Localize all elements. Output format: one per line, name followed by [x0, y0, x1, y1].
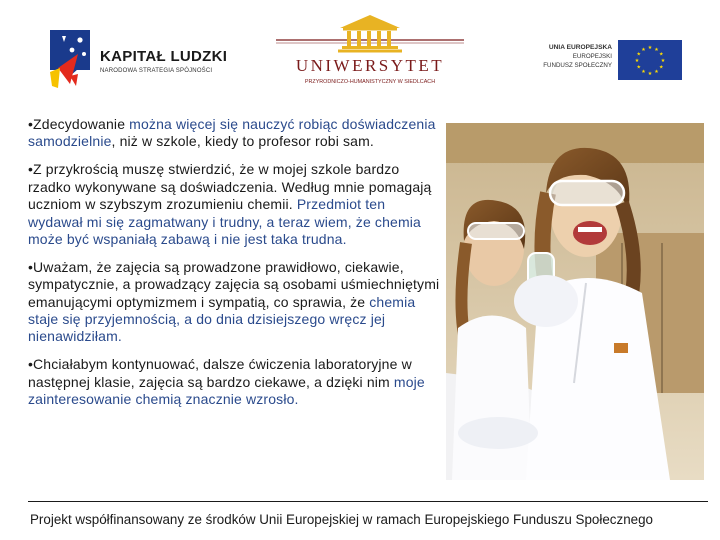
svg-text:★: ★ [647, 45, 653, 51]
university-logo [270, 12, 470, 92]
testimonial-paragraph [28, 161, 440, 248]
paragraph-text: •Uważam, że zajęcia są prowadzone prawidłowo, ciekawie, sympatycznie, a prowadzący zajęcia są osobami uśmiechniętymi emanującymi optymizmem i sympatią, co sprawia, że [28, 258, 440, 310]
testimonial-paragraph [28, 116, 440, 151]
svg-text:★: ★ [659, 51, 664, 58]
paragraph-text: •Chciałabym kontynuować, dalsze ćwiczenia laboratoryjne w następnej klasie, zajęcia są bardzo ciekawe, a dzięki nim [28, 356, 412, 390]
eu-logo [520, 40, 690, 84]
university-name: UNIWERSYTET [295, 56, 445, 75]
svg-text:★: ★ [654, 46, 659, 53]
svg-text:★: ★ [659, 64, 664, 71]
eu-line: FUNDUSZ SPOŁECZNY [543, 62, 612, 69]
paragraph-text: •Z przykrością muszę stwierdzić, że w mojej szkole bardzo rzadko wykonywane są doświadczenia. Według mnie pomagają uczniom w szybszym zrozumieniu chemii. [28, 161, 432, 213]
university-building-icon [270, 12, 470, 58]
svg-text:★: ★ [647, 71, 653, 77]
header [0, 0, 720, 100]
paragraph-text: •Zdecydowanie [28, 116, 130, 132]
footer-divider [28, 501, 708, 502]
svg-text:★: ★ [654, 69, 659, 76]
university-subtitle: PRZYRODNICZO-HUMANISTYCZNY W SIEDLCACH [304, 79, 436, 85]
svg-text:★: ★ [636, 51, 641, 58]
eu-text [520, 43, 612, 70]
svg-text:★: ★ [641, 46, 646, 53]
paragraph-highlight: Przedmiot ten wydawał mi się zagmatwany i trudny, a teraz wiem, że chemia może być wspaniałą zabawą i nie jest taka trudna. [28, 196, 421, 247]
paragraph-highlight: moje zainteresowanie chemią znacznie wzrosło. [28, 373, 425, 408]
testimonials [28, 116, 440, 419]
paragraph-highlight: można więcej się nauczyć robiąc doświadczenia samodzielnie [28, 116, 436, 150]
kapital-ludzki-logo [48, 28, 248, 90]
svg-text:★: ★ [641, 69, 646, 76]
testimonial-paragraph [28, 356, 440, 408]
kapital-ludzki-title: KAPITAŁ LUDZKI [100, 48, 228, 65]
svg-text:★: ★ [636, 64, 641, 71]
svg-text:★: ★ [634, 58, 640, 64]
kapital-ludzki-logo-icon [48, 28, 98, 90]
students-laboratory-photo [446, 123, 704, 480]
eu-line: UNIA EUROPEJSKA [548, 44, 612, 51]
footer-text: Projekt współfinansowany ze środków Unii Europejskiej w ramach Europejskiego Funduszu Społecznego [30, 512, 653, 527]
kapital-ludzki-subtitle: NARODOWA STRATEGIA SPÓJNOŚCI [100, 68, 213, 74]
laboratory-scene [446, 123, 704, 480]
eu-line: EUROPEJSKI [572, 53, 612, 60]
testimonial-paragraph [28, 259, 440, 346]
svg-text:★: ★ [660, 58, 666, 64]
paragraph-text: , niż w szkole, kiedy to profesor robi sam. [111, 133, 374, 150]
eu-flag-icon [618, 40, 682, 80]
paragraph-highlight: chemia staje się przyjemnością, a do dnia dzisiejszego wręcz jej nienawidziłam. [28, 293, 416, 345]
